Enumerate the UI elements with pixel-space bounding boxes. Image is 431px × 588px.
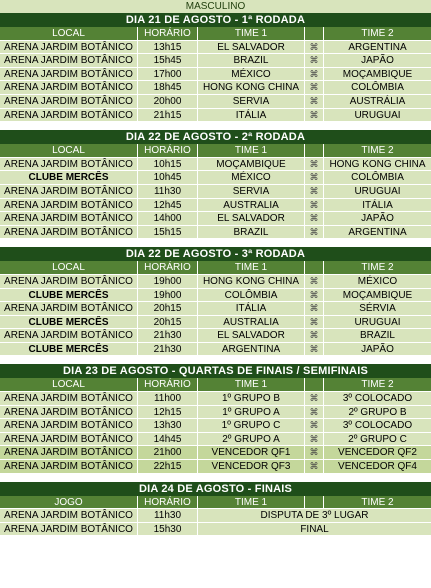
- header-horario: HORÁRIO: [138, 144, 198, 157]
- match-description: FINAL: [300, 523, 329, 535]
- match-team2: URUGUAI: [354, 109, 401, 121]
- versus-icon: ⌘: [305, 460, 324, 473]
- match-team1: VENCEDOR QF1: [198, 446, 305, 459]
- header-time2: TIME 2: [361, 379, 394, 391]
- schedule-section: [0, 13, 431, 122]
- match-venue: ARENA JARDIM BOTÂNICO: [0, 54, 138, 67]
- match-team2: JAPÃO: [361, 213, 394, 225]
- section-title: DIA 21 DE AGOSTO - 1ª RODADA: [0, 13, 431, 27]
- match-row: [0, 406, 431, 420]
- match-team2: 3º COLOCADO: [342, 420, 413, 432]
- match-time: 11h30: [138, 185, 198, 198]
- versus-icon: ⌘: [305, 212, 324, 225]
- match-time: 14h00: [138, 212, 198, 225]
- match-team2: URUGUAI: [354, 185, 401, 197]
- match-time: 10h15: [138, 158, 198, 171]
- match-team2: 2º GRUPO C: [348, 433, 407, 445]
- match-team1: ITÁLIA: [198, 109, 305, 122]
- versus-icon: ⌘: [305, 289, 324, 302]
- header-horario: HORÁRIO: [138, 27, 198, 40]
- match-team1: EL SALVADOR: [198, 329, 305, 342]
- header-time2: TIME 2: [361, 496, 394, 508]
- versus-icon: ⌘: [305, 68, 324, 81]
- match-team1: COLÔMBIA: [198, 289, 305, 302]
- match-row: [0, 212, 431, 226]
- versus-icon: ⌘: [305, 392, 324, 405]
- match-team2: MOÇAMBIQUE: [342, 68, 413, 80]
- match-row: [0, 392, 431, 406]
- match-team1: AUSTRALIA: [198, 316, 305, 329]
- match-row: [0, 523, 431, 537]
- section-spacer: [0, 474, 431, 482]
- match-time: 21h30: [138, 329, 198, 342]
- match-row: [0, 95, 431, 109]
- match-venue: ARENA JARDIM BOTÂNICO: [0, 302, 138, 315]
- match-team2: AUSTRÁLIA: [349, 95, 406, 107]
- match-team1: MÉXICO: [198, 68, 305, 81]
- versus-icon: ⌘: [305, 329, 324, 342]
- match-venue: ARENA JARDIM BOTÂNICO: [0, 68, 138, 81]
- match-team2: HONG KONG CHINA: [329, 158, 426, 170]
- category-label: MASCULINO: [0, 0, 431, 13]
- match-team1: 1º GRUPO B: [198, 392, 305, 405]
- header-time2: TIME 2: [361, 145, 394, 157]
- match-row: [0, 302, 431, 316]
- match-team1: EL SALVADOR: [198, 41, 305, 54]
- match-venue: ARENA JARDIM BOTÂNICO: [0, 95, 138, 108]
- section-spacer: [0, 239, 431, 247]
- versus-icon: ⌘: [305, 316, 324, 329]
- match-team1: MOÇAMBIQUE: [198, 158, 305, 171]
- match-team2: COLÔMBIA: [351, 82, 404, 94]
- versus-icon: ⌘: [305, 41, 324, 54]
- match-team1: 2º GRUPO A: [198, 433, 305, 446]
- match-team1: SERVIA: [198, 185, 305, 198]
- match-team2: BRAZIL: [359, 330, 395, 342]
- match-row: [0, 460, 431, 474]
- match-time: 13h30: [138, 419, 198, 432]
- column-header-row: [0, 261, 431, 275]
- match-row: [0, 109, 431, 123]
- match-time: 20h15: [138, 316, 198, 329]
- match-venue: ARENA JARDIM BOTÂNICO: [0, 446, 138, 459]
- match-venue: ARENA JARDIM BOTÂNICO: [0, 212, 138, 225]
- match-team2: JAPÃO: [361, 55, 394, 67]
- match-team2: MÉXICO: [357, 275, 398, 287]
- header-versus: [305, 496, 324, 509]
- match-team1: SERVIA: [198, 95, 305, 108]
- match-row: [0, 185, 431, 199]
- match-time: 14h45: [138, 433, 198, 446]
- header-local: LOCAL: [0, 27, 138, 40]
- match-venue: ARENA JARDIM BOTÂNICO: [0, 329, 138, 342]
- match-venue: ARENA JARDIM BOTÂNICO: [0, 41, 138, 54]
- match-row: [0, 81, 431, 95]
- match-venue: ARENA JARDIM BOTÂNICO: [0, 392, 138, 405]
- match-team2: JAPÃO: [361, 343, 394, 355]
- section-title: DIA 24 DE AGOSTO - FINAIS: [0, 482, 431, 496]
- match-row: [0, 316, 431, 330]
- versus-icon: ⌘: [305, 433, 324, 446]
- header-time1: TIME 1: [198, 378, 305, 391]
- versus-icon: ⌘: [305, 446, 324, 459]
- match-venue: ARENA JARDIM BOTÂNICO: [0, 433, 138, 446]
- match-team2: 2º GRUPO B: [348, 406, 407, 418]
- section-spacer: [0, 122, 431, 130]
- match-time: 21h15: [138, 109, 198, 122]
- header-time1: TIME 1: [198, 27, 305, 40]
- match-venue: CLUBE MERCÊS: [0, 171, 138, 184]
- versus-icon: ⌘: [305, 419, 324, 432]
- sections-container: [0, 13, 431, 536]
- match-row: [0, 54, 431, 68]
- match-time: 20h00: [138, 95, 198, 108]
- column-header-row: [0, 378, 431, 392]
- match-row: [0, 226, 431, 240]
- header-time1: TIME 1: [198, 261, 305, 274]
- schedule-section: [0, 239, 431, 356]
- schedule-section: [0, 122, 431, 239]
- match-team2: SÉRVIA: [359, 303, 396, 315]
- match-row: [0, 68, 431, 82]
- match-time: 19h00: [138, 275, 198, 288]
- versus-icon: ⌘: [305, 406, 324, 419]
- header-time2: TIME 2: [361, 262, 394, 274]
- match-row: [0, 446, 431, 460]
- header-versus: [305, 27, 324, 40]
- match-venue: ARENA JARDIM BOTÂNICO: [0, 275, 138, 288]
- match-team2: 3º COLOCADO: [342, 393, 413, 405]
- match-team1: EL SALVADOR: [198, 212, 305, 225]
- match-row: [0, 433, 431, 447]
- header-local: LOCAL: [0, 144, 138, 157]
- column-header-row: [0, 496, 431, 510]
- match-venue: ARENA JARDIM BOTÂNICO: [0, 460, 138, 473]
- header-time1: TIME 1: [198, 496, 305, 509]
- match-time: 21h00: [138, 446, 198, 459]
- match-team1: HONG KONG CHINA: [198, 81, 305, 94]
- match-team2: VENCEDOR QF2: [338, 447, 417, 459]
- versus-icon: ⌘: [305, 109, 324, 122]
- match-row: [0, 289, 431, 303]
- match-team2: ITÁLIA: [362, 199, 393, 211]
- match-team1: 1º GRUPO C: [198, 419, 305, 432]
- match-venue: ARENA JARDIM BOTÂNICO: [0, 419, 138, 432]
- header-horario: HORÁRIO: [138, 261, 198, 274]
- match-row: [0, 343, 431, 357]
- match-team2: MOÇAMBIQUE: [342, 289, 413, 301]
- versus-icon: ⌘: [305, 343, 324, 356]
- header-local: LOCAL: [0, 378, 138, 391]
- header-time1: TIME 1: [198, 144, 305, 157]
- match-row: [0, 329, 431, 343]
- match-time: 11h30: [138, 509, 198, 522]
- match-row: [0, 158, 431, 172]
- match-row: [0, 275, 431, 289]
- match-description: DISPUTA DE 3º LUGAR: [260, 510, 369, 522]
- schedule-section: [0, 356, 431, 473]
- match-venue: ARENA JARDIM BOTÂNICO: [0, 158, 138, 171]
- match-team2: URUGUAI: [354, 316, 401, 328]
- header-versus: [305, 144, 324, 157]
- header-local: JOGO: [0, 496, 138, 509]
- match-time: 22h15: [138, 460, 198, 473]
- versus-icon: ⌘: [305, 226, 324, 239]
- match-time: 11h00: [138, 392, 198, 405]
- match-team1: 1º GRUPO A: [198, 406, 305, 419]
- match-venue: ARENA JARDIM BOTÂNICO: [0, 109, 138, 122]
- section-title: DIA 23 DE AGOSTO - QUARTAS DE FINAIS / SEMIFINAIS: [0, 364, 431, 378]
- match-time: 15h45: [138, 54, 198, 67]
- match-team2: COLÔMBIA: [351, 172, 404, 184]
- match-team1: VENCEDOR QF3: [198, 460, 305, 473]
- section-title: DIA 22 DE AGOSTO - 3ª RODADA: [0, 247, 431, 261]
- match-time: 12h45: [138, 199, 198, 212]
- match-time: 10h45: [138, 171, 198, 184]
- match-team1: MÉXICO: [198, 171, 305, 184]
- match-time: 19h00: [138, 289, 198, 302]
- versus-icon: ⌘: [305, 158, 324, 171]
- versus-icon: ⌘: [305, 81, 324, 94]
- header-versus: [305, 378, 324, 391]
- match-venue: CLUBE MERCÊS: [0, 289, 138, 302]
- column-header-row: [0, 27, 431, 41]
- versus-icon: ⌘: [305, 302, 324, 315]
- match-time: 15h30: [138, 523, 198, 536]
- match-row: [0, 419, 431, 433]
- match-team2: ARGENTINA: [348, 41, 407, 53]
- versus-icon: ⌘: [305, 275, 324, 288]
- header-horario: HORÁRIO: [138, 496, 198, 509]
- match-time: 21h30: [138, 343, 198, 356]
- match-time: 15h15: [138, 226, 198, 239]
- match-venue: ARENA JARDIM BOTÂNICO: [0, 185, 138, 198]
- header-time2: TIME 2: [361, 28, 394, 39]
- match-venue: ARENA JARDIM BOTÂNICO: [0, 406, 138, 419]
- match-row: [0, 199, 431, 213]
- match-venue: ARENA JARDIM BOTÂNICO: [0, 509, 138, 522]
- header-local: LOCAL: [0, 261, 138, 274]
- versus-icon: ⌘: [305, 54, 324, 67]
- match-team1: BRAZIL: [198, 226, 305, 239]
- match-time: 17h00: [138, 68, 198, 81]
- header-horario: HORÁRIO: [138, 378, 198, 391]
- header-versus: [305, 261, 324, 274]
- match-venue: ARENA JARDIM BOTÂNICO: [0, 199, 138, 212]
- match-time: 13h15: [138, 41, 198, 54]
- match-venue: ARENA JARDIM BOTÂNICO: [0, 523, 138, 536]
- match-row: [0, 509, 431, 523]
- match-team2: ARGENTINA: [348, 226, 407, 238]
- versus-icon: ⌘: [305, 199, 324, 212]
- match-team2: VENCEDOR QF4: [338, 461, 417, 473]
- match-team1: HONG KONG CHINA: [198, 275, 305, 288]
- match-venue: ARENA JARDIM BOTÂNICO: [0, 81, 138, 94]
- match-venue: CLUBE MERCÊS: [0, 343, 138, 356]
- match-venue: ARENA JARDIM BOTÂNICO: [0, 226, 138, 239]
- match-time: 20h15: [138, 302, 198, 315]
- match-team1: AUSTRALIA: [198, 199, 305, 212]
- match-row: [0, 41, 431, 55]
- match-venue: CLUBE MERCÊS: [0, 316, 138, 329]
- match-team1: ITÁLIA: [198, 302, 305, 315]
- versus-icon: ⌘: [305, 95, 324, 108]
- match-row: [0, 171, 431, 185]
- match-team1: BRAZIL: [198, 54, 305, 67]
- versus-icon: ⌘: [305, 171, 324, 184]
- schedule-section: [0, 474, 431, 537]
- match-time: 12h15: [138, 406, 198, 419]
- match-time: 18h45: [138, 81, 198, 94]
- versus-icon: ⌘: [305, 185, 324, 198]
- section-title: DIA 22 DE AGOSTO - 2ª RODADA: [0, 130, 431, 144]
- match-team1: ARGENTINA: [198, 343, 305, 356]
- column-header-row: [0, 144, 431, 158]
- section-spacer: [0, 356, 431, 364]
